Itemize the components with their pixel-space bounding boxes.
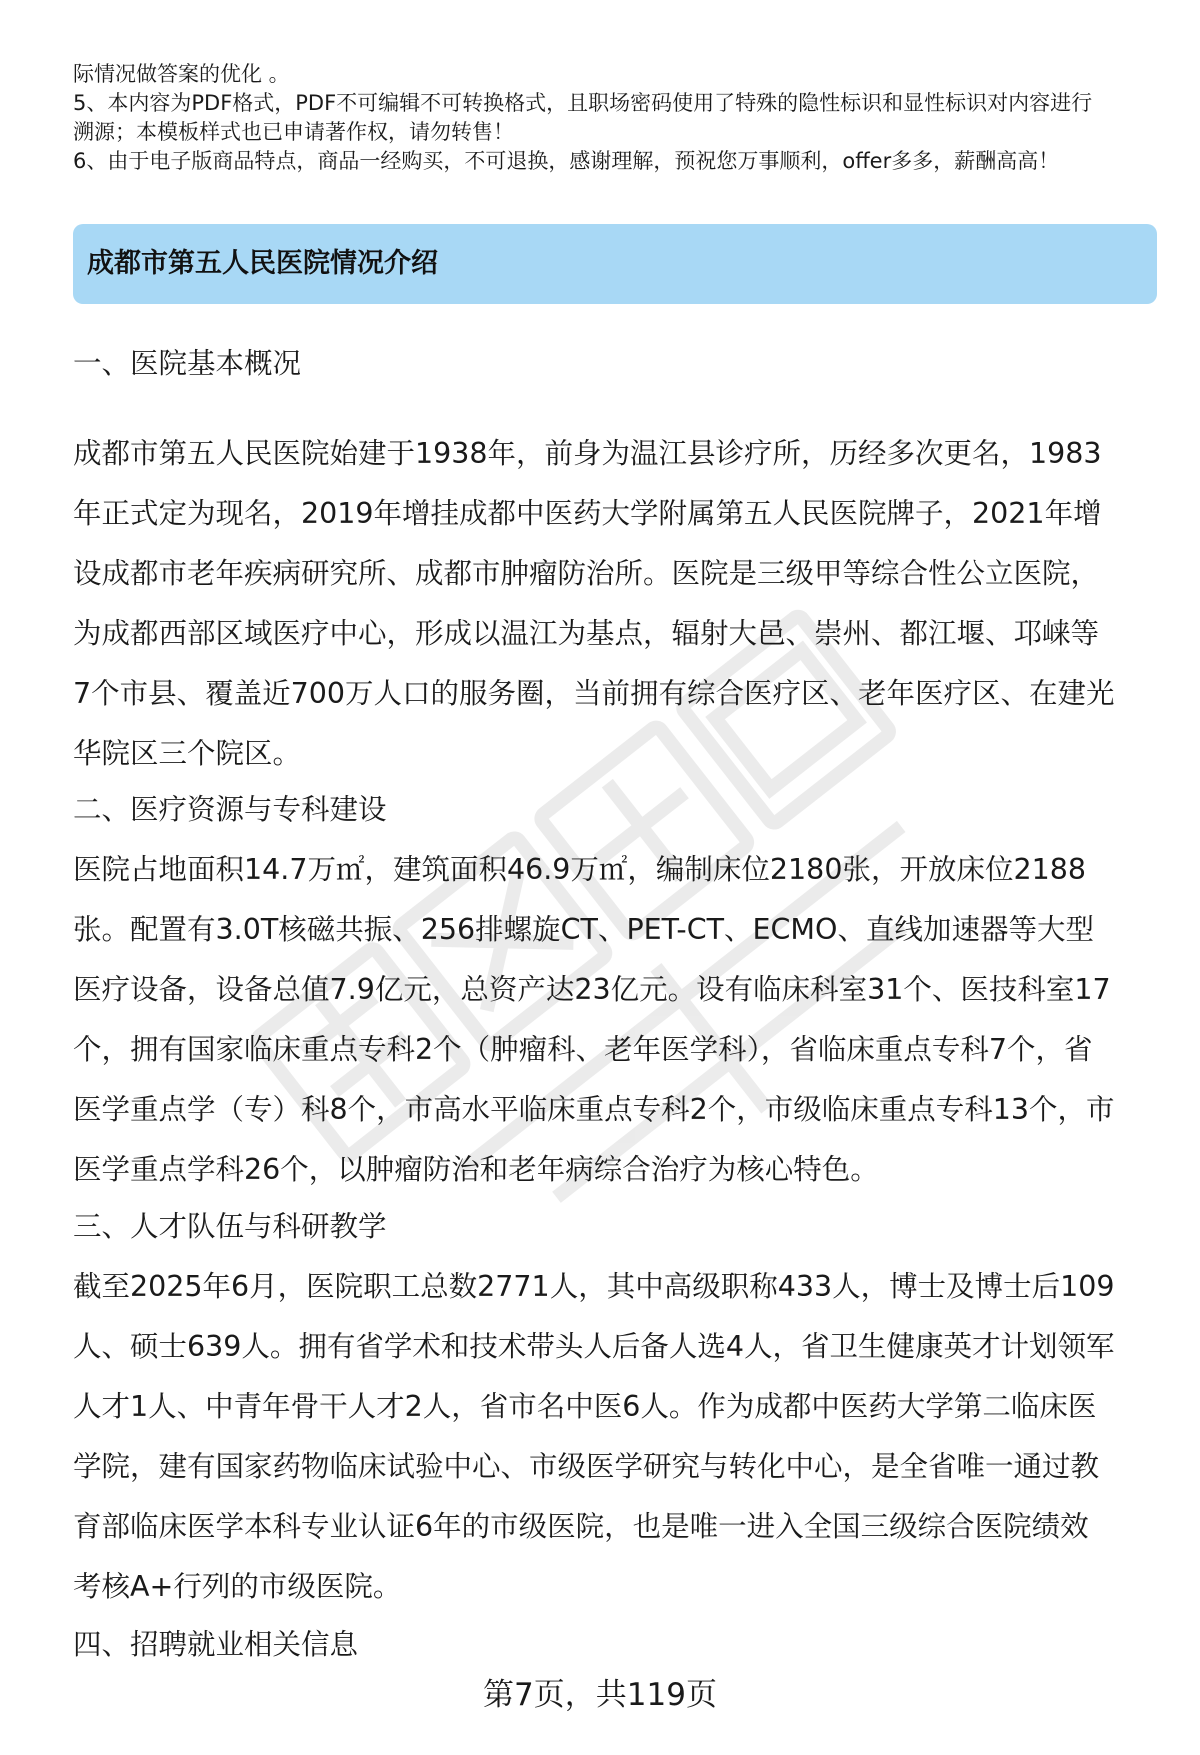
paragraph-line: 个，拥有国家临床重点专科2个（肿瘤科、老年医学科），省临床重点专科7个，省	[73, 1033, 1093, 1066]
notes-line-1: 际情况做答案的优化 。	[73, 62, 290, 86]
notes-line-4: 6、由于电子版商品特点，商品一经购买，不可退换，感谢理解，预祝您万事顺利，offer多多，薪酬高高！	[73, 149, 1060, 173]
section-heading-2: 二、医疗资源与专科建设	[73, 793, 387, 826]
paragraph-line: 医学重点学（专）科8个，市高水平临床重点专科2个，市级临床重点专科13个，市	[73, 1093, 1115, 1126]
paragraph-line: 育部临床医学本科专业认证6年的市级医院，也是唯一进入全国三级综合医院绩效	[73, 1510, 1089, 1543]
page-number: 第7页，共119页	[483, 1677, 717, 1713]
section-heading-1: 一、医院基本概况	[73, 347, 302, 380]
paragraph-line: 医疗设备，设备总值7.9亿元，总资产达23亿元。设有临床科室31个、医技科室17	[73, 973, 1111, 1006]
notes-line-2: 5、本内容为PDF格式，PDF不可编辑不可转换格式，且职场密码使用了特殊的隐性标识和显性标识对内容进行	[73, 91, 1093, 115]
paragraph-line: 学院，建有国家药物临床试验中心、市级医学研究与转化中心，是全省唯一通过教	[73, 1450, 1100, 1483]
section-3-body	[73, 1257, 1163, 1617]
paragraph-line: 人才1人、中青年骨干人才2人，省市名中医6人。作为成都中医药大学第二临床医	[73, 1390, 1097, 1423]
paragraph-line: 设成都市老年疾病研究所、成都市肿瘤防治所。医院是三级甲等综合性公立医院，	[73, 557, 1100, 590]
notes-line-3: 溯源；本模板样式也已申请著作权，请勿转售！	[73, 120, 514, 144]
section-heading-4: 四、招聘就业相关信息	[73, 1628, 359, 1661]
paragraph-line: 考核A+行列的市级医院。	[73, 1570, 402, 1603]
paragraph-line: 年正式定为现名，2019年增挂成都中医药大学附属第五人民医院牌子，2021年增	[73, 497, 1102, 530]
paragraph-line: 医院占地面积14.7万㎡，建筑面积46.9万㎡，编制床位2180张，开放床位2188	[73, 853, 1086, 886]
section-1-body	[73, 424, 1163, 784]
paragraph-line: 人、硕士639人。拥有省学术和技术带头人后备人选4人，省卫生健康英才计划领军	[73, 1330, 1115, 1363]
section-title: 成都市第五人民医院情况介绍	[87, 248, 438, 279]
section-banner	[73, 224, 1157, 304]
section-2-body	[73, 840, 1163, 1200]
section-heading-3: 三、人才队伍与科研教学	[73, 1210, 387, 1243]
paragraph-line: 医学重点学科26个，以肿瘤防治和老年病综合治疗为核心特色。	[73, 1153, 879, 1186]
paragraph-line: 7个市县、覆盖近700万人口的服务圈，当前拥有综合医疗区、老年医疗区、在建光	[73, 677, 1115, 710]
paragraph-line: 为成都西部区域医疗中心，形成以温江为基点，辐射大邑、崇州、都江堰、邛崃等	[73, 617, 1100, 650]
paragraph-line: 华院区三个院区。	[73, 737, 302, 770]
paragraph-line: 成都市第五人民医院始建于1938年，前身为温江县诊疗所，历经多次更名，1983	[73, 437, 1102, 470]
paragraph-line: 张。配置有3.0T核磁共振、256排螺旋CT、PET-CT、ECMO、直线加速器等大型	[73, 913, 1094, 946]
notes-block	[73, 60, 1163, 176]
paragraph-line: 截至2025年6月，医院职工总数2771人，其中高级职称433人，博士及博士后109	[73, 1270, 1115, 1303]
